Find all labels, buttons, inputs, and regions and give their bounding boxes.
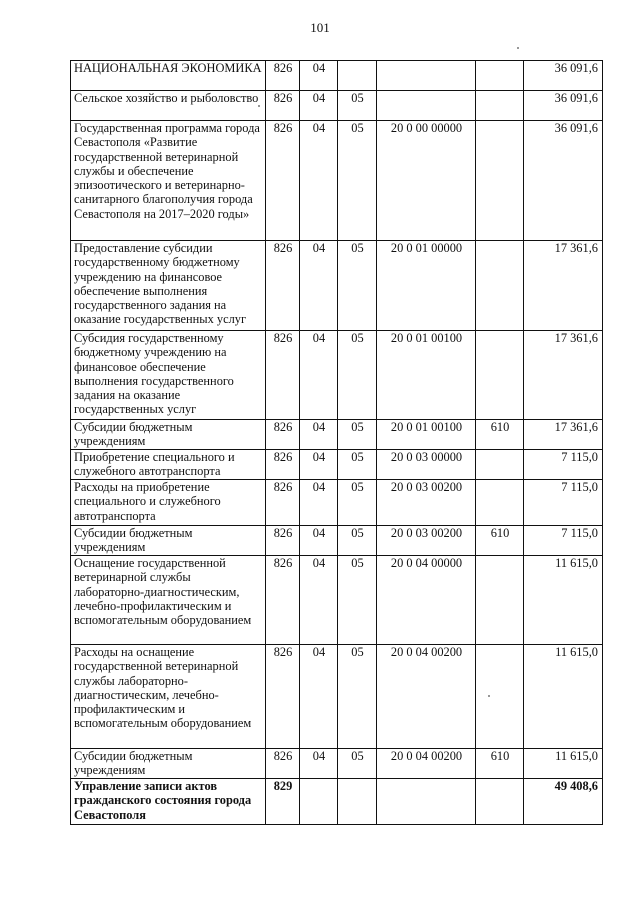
row-section: 04	[300, 241, 338, 331]
row-name: Расходы на приобретение специального и служебного автотранспорта	[71, 480, 266, 526]
table-row	[71, 91, 603, 121]
row-subsection: 05	[338, 645, 377, 749]
row-name: Управление записи актов гражданского состояния города Севастополя	[71, 779, 266, 825]
row-name: Субсидии бюджетным учреждениям	[71, 420, 266, 450]
row-target: 20 0 01 00000	[377, 241, 476, 331]
row-name: Оснащение государственной ветеринарной службы лабораторно-диагностическим, лечебно-профилактическим и вспомогательным оборудованием	[71, 556, 266, 645]
table-row	[71, 480, 603, 526]
row-subsection: 05	[338, 91, 377, 121]
row-name: Расходы на оснащение государственной ветеринарной службы лабораторно-диагностическим, лечебно-профилактическим и вспомогательным оборудованием	[71, 645, 266, 749]
scan-speck	[517, 47, 519, 49]
row-type: 610	[476, 749, 524, 779]
row-subsection: 05	[338, 241, 377, 331]
row-amount: 17 361,6	[524, 331, 603, 420]
table-row	[71, 331, 603, 420]
row-amount: 17 361,6	[524, 241, 603, 331]
row-type	[476, 121, 524, 241]
row-amount: 36 091,6	[524, 121, 603, 241]
row-name: Государственная программа города Севастополя «Развитие государственной ветеринарной службы и обеспечение эпизоотического и ветеринарно-санитарного благополучия города Севастополя на 2017–2020 годы»	[71, 121, 266, 241]
row-subsection: 05	[338, 526, 377, 556]
table-row	[71, 779, 603, 825]
row-amount: 11 615,0	[524, 749, 603, 779]
row-code: 829	[266, 779, 300, 825]
row-target: 20 0 04 00200	[377, 645, 476, 749]
row-name: Сельское хозяйство и рыболовство	[71, 91, 266, 121]
table-row	[71, 121, 603, 241]
row-code: 826	[266, 61, 300, 91]
row-target: 20 0 04 00200	[377, 749, 476, 779]
row-type	[476, 241, 524, 331]
row-section: 04	[300, 420, 338, 450]
row-target: 20 0 03 00200	[377, 526, 476, 556]
row-section: 04	[300, 91, 338, 121]
row-subsection: 05	[338, 331, 377, 420]
row-type: 610	[476, 526, 524, 556]
row-code: 826	[266, 556, 300, 645]
row-amount: 7 115,0	[524, 526, 603, 556]
row-code: 826	[266, 121, 300, 241]
row-name: НАЦИОНАЛЬНАЯ ЭКОНОМИКА	[71, 61, 266, 91]
row-target	[377, 91, 476, 121]
row-subsection: 05	[338, 556, 377, 645]
row-subsection	[338, 779, 377, 825]
row-name: Субсидия государственному бюджетному учреждению на финансовое обеспечение выполнения государственного задания на оказание государственных услуг	[71, 331, 266, 420]
row-subsection: 05	[338, 749, 377, 779]
row-target: 20 0 00 00000	[377, 121, 476, 241]
row-name: Приобретение специального и служебного автотранспорта	[71, 450, 266, 480]
row-code: 826	[266, 331, 300, 420]
table-row	[71, 526, 603, 556]
row-code: 826	[266, 480, 300, 526]
row-subsection: 05	[338, 480, 377, 526]
row-section: 04	[300, 450, 338, 480]
row-amount: 17 361,6	[524, 420, 603, 450]
row-target: 20 0 03 00200	[377, 480, 476, 526]
row-code: 826	[266, 450, 300, 480]
row-section: 04	[300, 480, 338, 526]
row-code: 826	[266, 526, 300, 556]
row-target: 20 0 04 00000	[377, 556, 476, 645]
row-section: 04	[300, 556, 338, 645]
row-target: 20 0 01 00100	[377, 331, 476, 420]
row-type	[476, 779, 524, 825]
row-type	[476, 91, 524, 121]
row-subsection: 05	[338, 121, 377, 241]
row-code: 826	[266, 241, 300, 331]
row-section: 04	[300, 749, 338, 779]
table-row	[71, 749, 603, 779]
row-section: 04	[300, 121, 338, 241]
table-row	[71, 241, 603, 331]
row-target: 20 0 03 00000	[377, 450, 476, 480]
scan-speck	[258, 105, 260, 107]
row-amount: 36 091,6	[524, 91, 603, 121]
row-name: Субсидии бюджетным учреждениям	[71, 749, 266, 779]
table-row	[71, 645, 603, 749]
row-amount: 11 615,0	[524, 556, 603, 645]
scan-speck	[488, 695, 490, 697]
row-name: Предоставление субсидии государственному бюджетному учреждению на финансовое обеспечение выполнения государственного задания на оказание государственных услуг	[71, 241, 266, 331]
row-type	[476, 480, 524, 526]
row-section: 04	[300, 526, 338, 556]
row-type	[476, 556, 524, 645]
row-code: 826	[266, 645, 300, 749]
page-number: 101	[310, 20, 330, 35]
row-code: 826	[266, 749, 300, 779]
budget-table	[70, 60, 603, 825]
row-target	[377, 779, 476, 825]
row-subsection: 05	[338, 450, 377, 480]
row-type	[476, 450, 524, 480]
row-target: 20 0 01 00100	[377, 420, 476, 450]
row-target	[377, 61, 476, 91]
row-type	[476, 331, 524, 420]
row-type	[476, 645, 524, 749]
row-section	[300, 779, 338, 825]
row-type	[476, 61, 524, 91]
row-code: 826	[266, 91, 300, 121]
row-code: 826	[266, 420, 300, 450]
row-amount: 49 408,6	[524, 779, 603, 825]
table-row	[71, 556, 603, 645]
row-type: 610	[476, 420, 524, 450]
row-name: Субсидии бюджетным учреждениям	[71, 526, 266, 556]
table-row	[71, 61, 603, 91]
row-section: 04	[300, 331, 338, 420]
row-amount: 11 615,0	[524, 645, 603, 749]
row-section: 04	[300, 61, 338, 91]
row-amount: 36 091,6	[524, 61, 603, 91]
row-amount: 7 115,0	[524, 480, 603, 526]
row-subsection: 05	[338, 420, 377, 450]
row-subsection	[338, 61, 377, 91]
table-row	[71, 450, 603, 480]
row-amount: 7 115,0	[524, 450, 603, 480]
row-section: 04	[300, 645, 338, 749]
table-row	[71, 420, 603, 450]
